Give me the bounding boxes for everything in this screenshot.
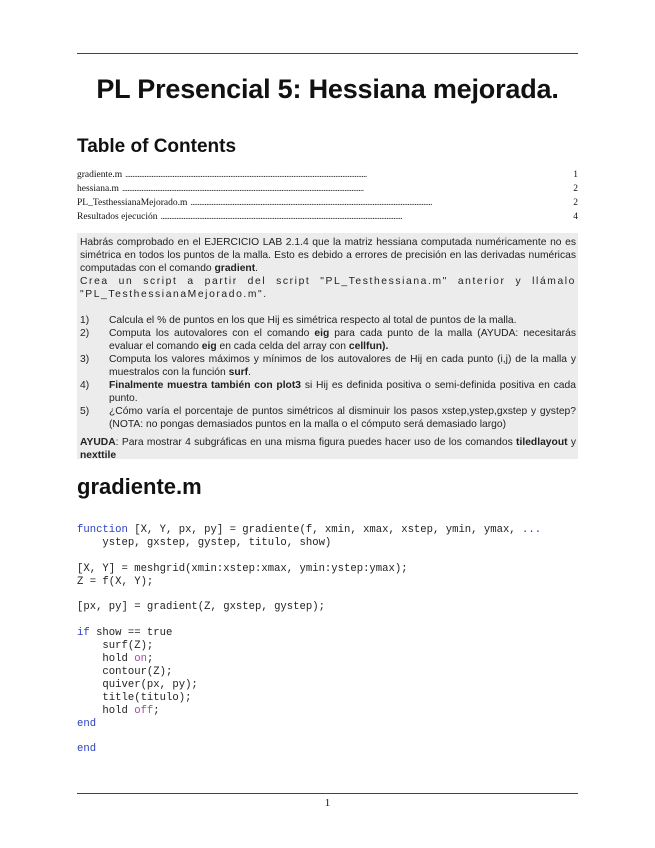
ayuda-text: : Para mostrar 4 subgráficas en una misma figura puedes hacer uso de los comandos — [115, 437, 517, 448]
toc-entry-hessiana[interactable] — [77, 184, 578, 198]
toc-entry-page: 1 — [573, 170, 578, 180]
ayuda-label: AYUDA — [80, 437, 116, 448]
list-item-text — [109, 327, 576, 353]
code-listing — [77, 524, 541, 756]
toc-entry-name: gradiente.m — [77, 170, 123, 180]
toc-entry-name: Resultados ejecución — [77, 212, 158, 222]
crea-paragraph: Crea un script a partir del script "PL_Testhessiana.m" anterior y llámalo "PL_TesthessianaMejorado.m". — [80, 276, 576, 300]
toc-entry-name: hessiana.m — [77, 184, 119, 194]
code-line: title(titulo); — [77, 691, 192, 704]
list-item-command: surf — [228, 367, 249, 378]
code-keyword: function — [77, 524, 128, 536]
code-line: ; — [146, 653, 154, 666]
toc-entry-resultados[interactable] — [77, 212, 578, 226]
list-item-number: 5) — [80, 406, 90, 417]
code-line: ystep, gxstep, gystep, titulo, show) — [77, 536, 332, 549]
toc-heading: Table of Contents — [77, 136, 237, 157]
list-item-command: plot3 — [276, 380, 302, 391]
list-item-command: eig — [314, 328, 330, 339]
bottom-rule — [77, 793, 578, 794]
code-line: Z = f(X, Y); — [77, 575, 154, 588]
toc-leader-dots — [122, 184, 570, 194]
list-item-text-part: para cada punto de la malla (AYUDA: necesitarás evaluar el comando — [109, 328, 576, 352]
list-item-command: cellfun). — [348, 341, 389, 352]
code-keyword: if — [77, 627, 90, 640]
toc-entry-page: 4 — [573, 212, 578, 222]
code-line: show == true — [89, 627, 173, 640]
top-rule — [77, 53, 578, 54]
toc-leader-dots — [160, 212, 570, 222]
intro-command: gradient — [214, 263, 256, 274]
list-item-text-part: . — [248, 367, 251, 378]
code-keyword: ... — [522, 524, 542, 536]
toc-entry-name: PL_TesthessianaMejorado.m — [77, 198, 188, 208]
toc-entry-gradiente[interactable] — [77, 170, 578, 184]
toc-entry-page: 2 — [573, 198, 578, 208]
toc-entry-page: 2 — [573, 184, 578, 194]
code-line: [px, py] = gradient(Z, gxstep, gystep); — [77, 601, 325, 614]
list-item-text — [109, 314, 576, 327]
list-item-command: eig — [201, 341, 217, 352]
list-item-text-part: ¿Cómo varía el porcentaje de puntos simétricos al disminuir los pasos xstep,ystep,gxstep y gystep? (NOTA: no pongas demasiados puntos en la malla o el cómputo será demasiado largo) — [109, 406, 576, 430]
toc-entry-testhessiana[interactable] — [77, 198, 578, 212]
code-line: [X, Y, px, py] = gradiente(f, xmin, xmax, xstep, ymin, ymax, — [127, 524, 523, 536]
list-item-number: 1) — [80, 315, 90, 326]
list-item — [80, 379, 576, 405]
code-keyword: end — [77, 743, 97, 756]
section-heading-gradiente: gradiente.m — [77, 474, 202, 499]
list-item-text — [109, 379, 576, 405]
code-line: surf(Z); — [77, 640, 154, 653]
code-string: on — [134, 653, 147, 666]
ayuda-connector: y — [567, 437, 576, 448]
intro-paragraph — [80, 236, 576, 275]
code-line: hold — [77, 653, 135, 666]
ayuda-command: tiledlayout — [516, 437, 568, 448]
code-line: [X, Y] = meshgrid(xmin:xstep:xmax, ymin:ystep:ymax); — [77, 562, 408, 575]
list-item-number: 4) — [80, 380, 90, 391]
list-item — [80, 314, 576, 327]
code-line: ; — [153, 704, 160, 717]
instructions-block — [77, 233, 578, 459]
document-title: PL Presencial 5: Hessiana mejorada. — [96, 74, 559, 104]
list-item-text — [109, 405, 576, 431]
list-item — [80, 327, 576, 353]
ayuda-paragraph — [80, 436, 576, 462]
list-item-text — [109, 353, 576, 379]
page-number: 1 — [324, 797, 331, 809]
list-item-text-part: en cada celda del array con — [216, 341, 349, 352]
task-list — [80, 314, 576, 431]
intro-end: . — [255, 263, 259, 274]
code-line: hold — [77, 704, 135, 717]
table-of-contents — [77, 170, 578, 226]
ayuda-command: nexttile — [80, 450, 117, 461]
list-item-text-part: Calcula el % de puntos en los que Hij es simétrica respecto al total de puntos de la malla. — [109, 315, 517, 326]
list-item-number: 3) — [80, 354, 90, 365]
code-keyword: end — [77, 717, 97, 730]
code-line: quiver(px, py); — [77, 678, 198, 691]
code-line: contour(Z); — [77, 665, 173, 678]
list-item-emphasis: Finalmente muestra también con — [109, 380, 277, 391]
list-item — [80, 405, 576, 431]
list-item-text-part: si Hij es definida positiva o semi-definida positiva en cada punto. — [109, 380, 576, 404]
list-item-text-part: Computa los valores máximos y mínimos de los autovalores de Hij en cada punto (i,j) de la malla y muestralos con la función — [109, 354, 576, 378]
code-string: off — [134, 704, 154, 717]
toc-leader-dots — [190, 198, 570, 208]
list-item-number: 2) — [80, 328, 90, 339]
intro-text: Habrás comprobado en el EJERCICIO LAB 2.1.4 que la matriz hessiana computada numéricamente no es simétrica en todos los puntos de la malla. Esto es debido a errores de precisión en las derivadas numéricas computadas con el comando — [80, 237, 576, 274]
list-item-text-part: Computa los autovalores con el comando — [109, 328, 315, 339]
toc-leader-dots — [125, 170, 570, 180]
list-item — [80, 353, 576, 379]
